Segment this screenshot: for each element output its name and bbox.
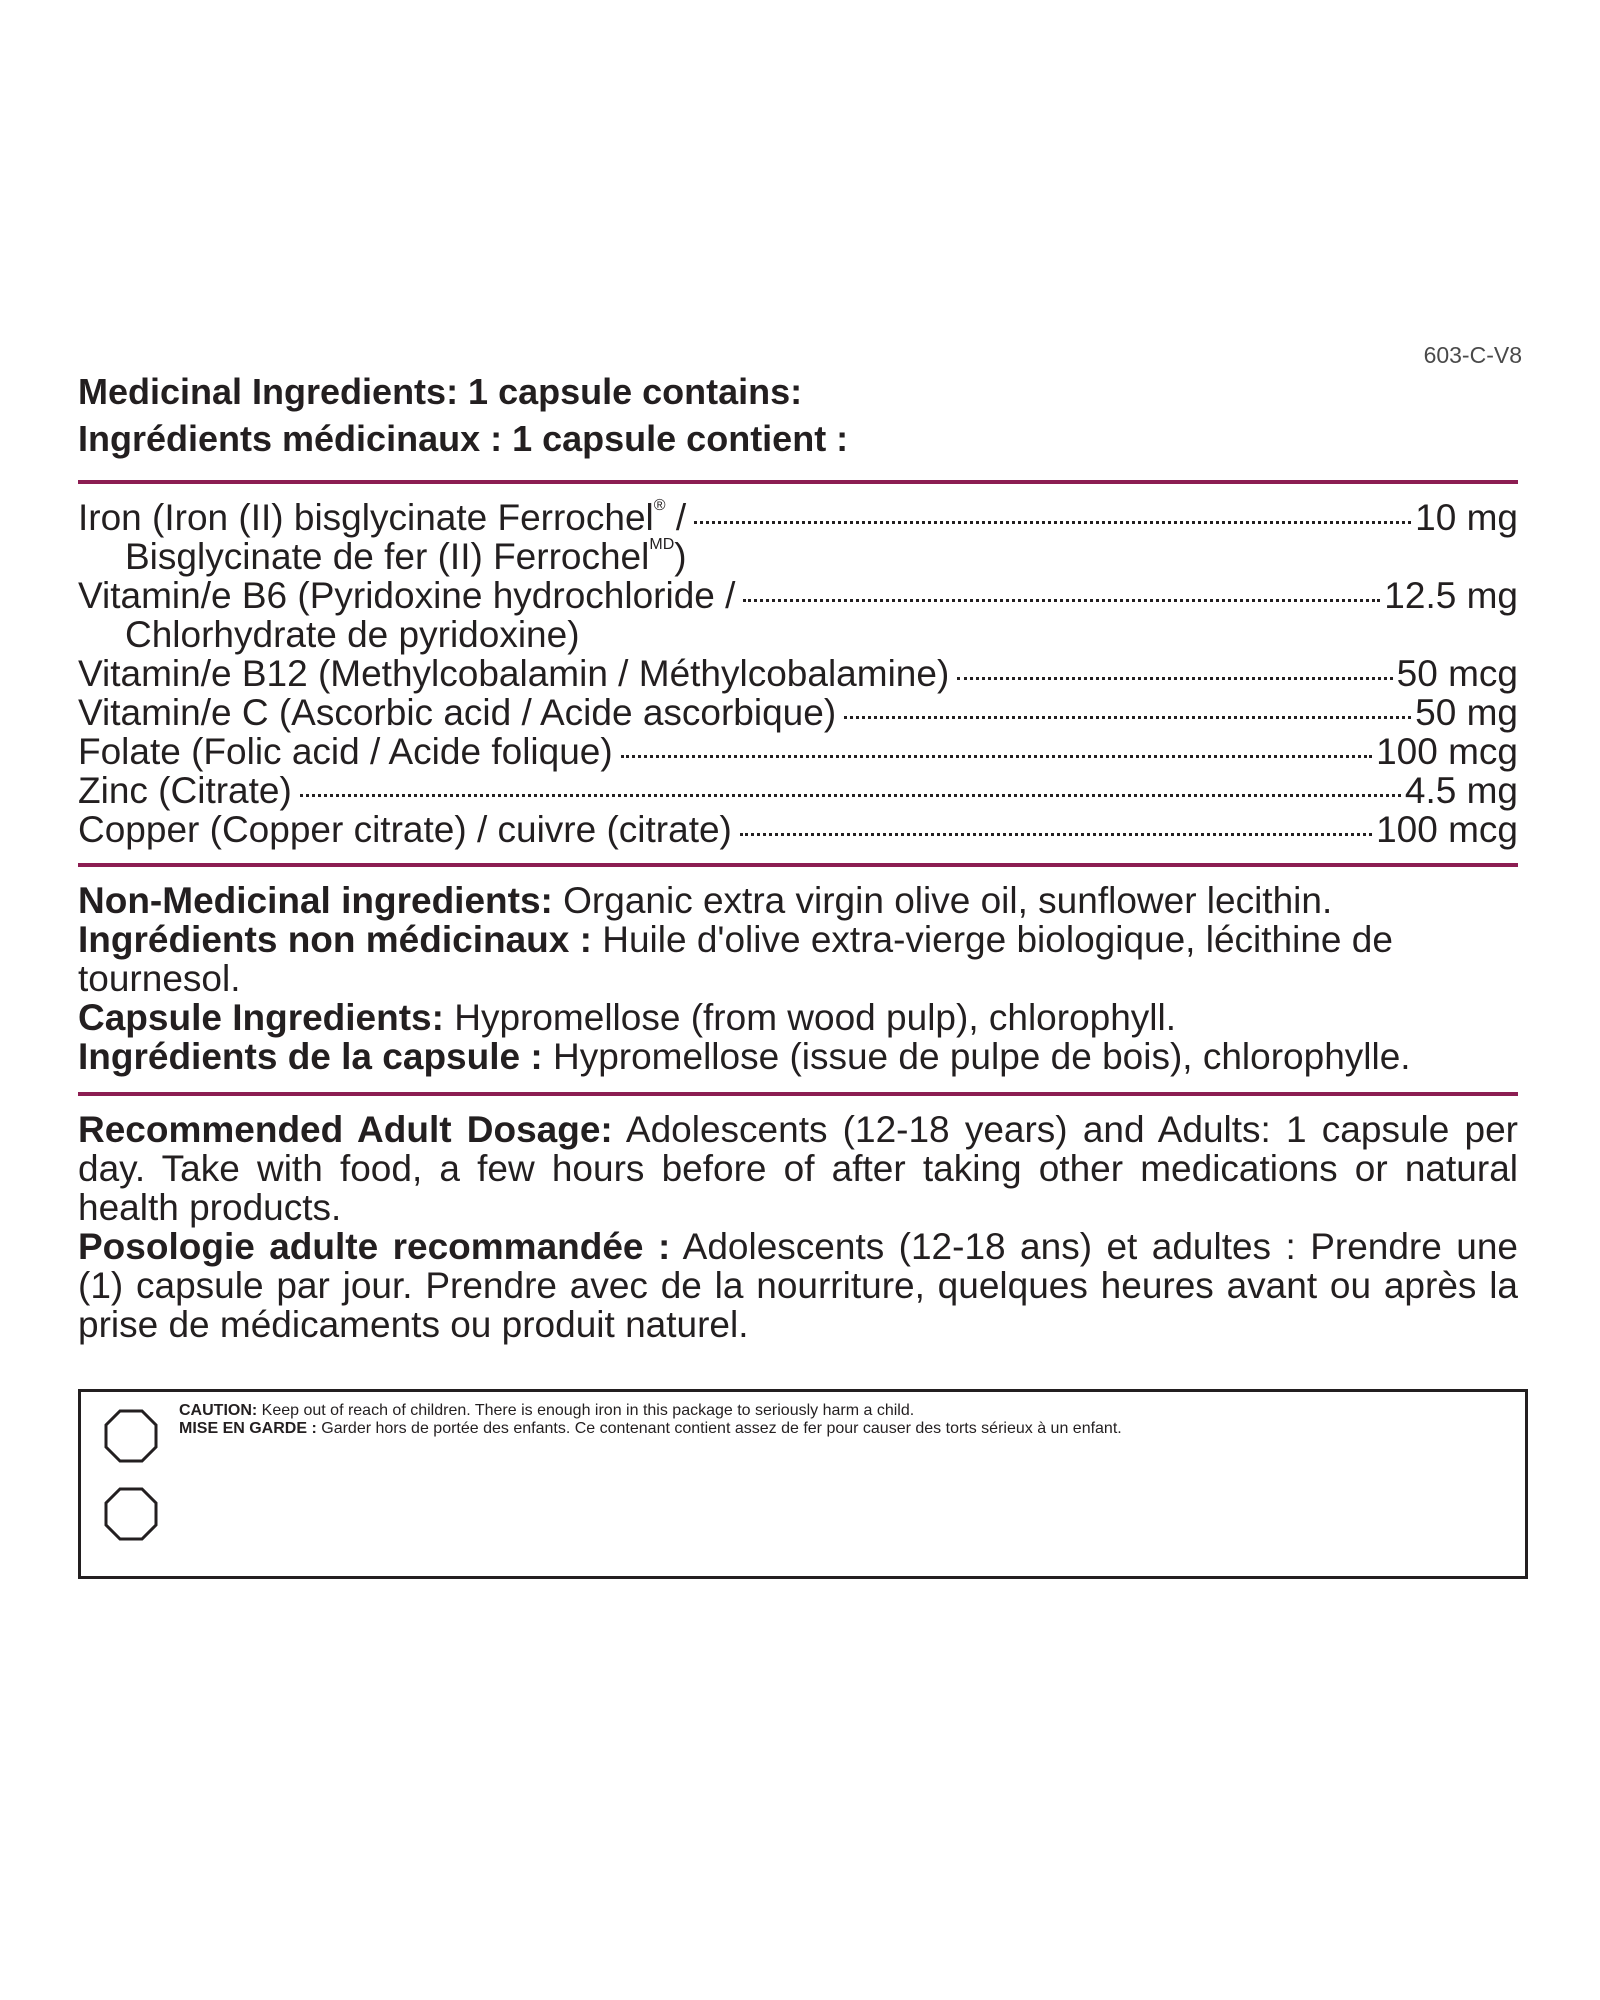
ingredient-name: Vitamin/e B6 (Pyridoxine hydrochloride / xyxy=(78,575,736,616)
dosage-en: Recommended Adult Dosage: Adolescents (12-18 years) and Adults: 1 capsule per day. Take with food, a few hours before of after taking other medications or natural health products. xyxy=(78,1109,1519,1228)
medicinal-heading-en: Medicinal Ingredients: 1 capsule contains: xyxy=(78,371,803,412)
capsule-ingredients-fr: Ingrédients de la capsule : Hypromellose (issue de pulpe de bois), chlorophylle. xyxy=(78,1036,1411,1077)
dosage-section xyxy=(78,1110,1518,1344)
non-medicinal-fr: Ingrédients non médicinaux : Huile d'olive extra-vierge biologique, lécithine de tournesol. xyxy=(78,919,1393,999)
ingredient-row xyxy=(78,654,1518,693)
ingredient-amount: 50 mcg xyxy=(1396,653,1518,694)
ingredient-row xyxy=(78,732,1518,771)
ingredient-name: Vitamin/e C (Ascorbic acid / Acide ascorbique) xyxy=(78,692,837,733)
dot-leader xyxy=(957,677,1392,680)
registered-mark: ® xyxy=(653,497,666,514)
dot-leader xyxy=(694,521,1411,524)
dot-leader xyxy=(621,755,1372,758)
md-mark: MD xyxy=(649,536,675,553)
caution-fr: MISE EN GARDE : Garder hors de portée des enfants. Ce contenant contient assez de fer pour causer des torts sérieux à un enfant. xyxy=(179,1420,1122,1437)
ingredient-row xyxy=(78,771,1518,810)
divider xyxy=(78,863,1518,867)
ingredient-row xyxy=(78,576,1518,615)
ingredient-amount: 10 mg xyxy=(1415,497,1518,538)
ingredient-row xyxy=(78,498,1518,537)
ingredient-name: Copper (Copper citrate) / cuivre (citrate) xyxy=(78,809,732,850)
ingredient-amount: 50 mg xyxy=(1415,692,1518,733)
caution-box xyxy=(78,1389,1528,1579)
non-medicinal-en: Non-Medicinal ingredients: Organic extra virgin olive oil, sunflower lecithin. xyxy=(78,880,1333,921)
ingredient-amount: 100 mcg xyxy=(1376,809,1518,850)
capsule-ingredients-en: Capsule Ingredients: Hypromellose (from wood pulp), chlorophyll. xyxy=(78,997,1177,1038)
divider xyxy=(78,1092,1518,1096)
supplement-facts-panel xyxy=(78,368,1518,1344)
octagon-warning-icon xyxy=(103,1408,159,1464)
dot-leader xyxy=(300,794,1401,797)
label-code: 603-C-V8 xyxy=(1423,342,1522,368)
ingredient-name: Folate (Folic acid / Acide folique) xyxy=(78,731,613,772)
dot-leader xyxy=(740,833,1372,836)
ingredient-name: Zinc (Citrate) xyxy=(78,770,292,811)
dosage-fr: Posologie adulte recommandée : Adolescents (12-18 ans) et adultes : Prendre une (1) capsule par jour. Prendre avec de la nourriture, quelques heures avant ou après la prise de médicaments ou produit naturel. xyxy=(78,1226,1518,1345)
dot-leader xyxy=(844,716,1411,719)
dot-leader xyxy=(743,599,1380,602)
non-medicinal-section xyxy=(78,881,1518,1076)
ingredient-name: Vitamin/e B12 (Methylcobalamin / Méthylcobalamine) xyxy=(78,653,950,694)
ingredient-name-continued: Chlorhydrate de pyridoxine) xyxy=(125,614,580,655)
ingredient-name-continued: Bisglycinate de fer (II) Ferrochel$^{MD}$) xyxy=(125,536,687,577)
caution-en: CAUTION: Keep out of reach of children. There is enough iron in this package to seriously harm a child. xyxy=(179,1402,915,1419)
ingredient-row xyxy=(78,693,1518,732)
medicinal-heading-fr: Ingrédients médicinaux : 1 capsule contient : xyxy=(78,418,849,459)
ingredient-amount: 12.5 mg xyxy=(1384,575,1518,616)
octagon-warning-icon xyxy=(103,1486,159,1542)
ingredient-amount: 100 mcg xyxy=(1376,731,1518,772)
caution-text xyxy=(179,1402,1487,1438)
ingredient-list xyxy=(78,498,1518,849)
ingredient-amount: 4.5 mg xyxy=(1404,770,1518,811)
ingredient-name: Iron (Iron (II) bisglycinate Ferrochel® / xyxy=(78,497,687,538)
ingredient-row xyxy=(78,810,1518,849)
divider xyxy=(78,480,1518,484)
